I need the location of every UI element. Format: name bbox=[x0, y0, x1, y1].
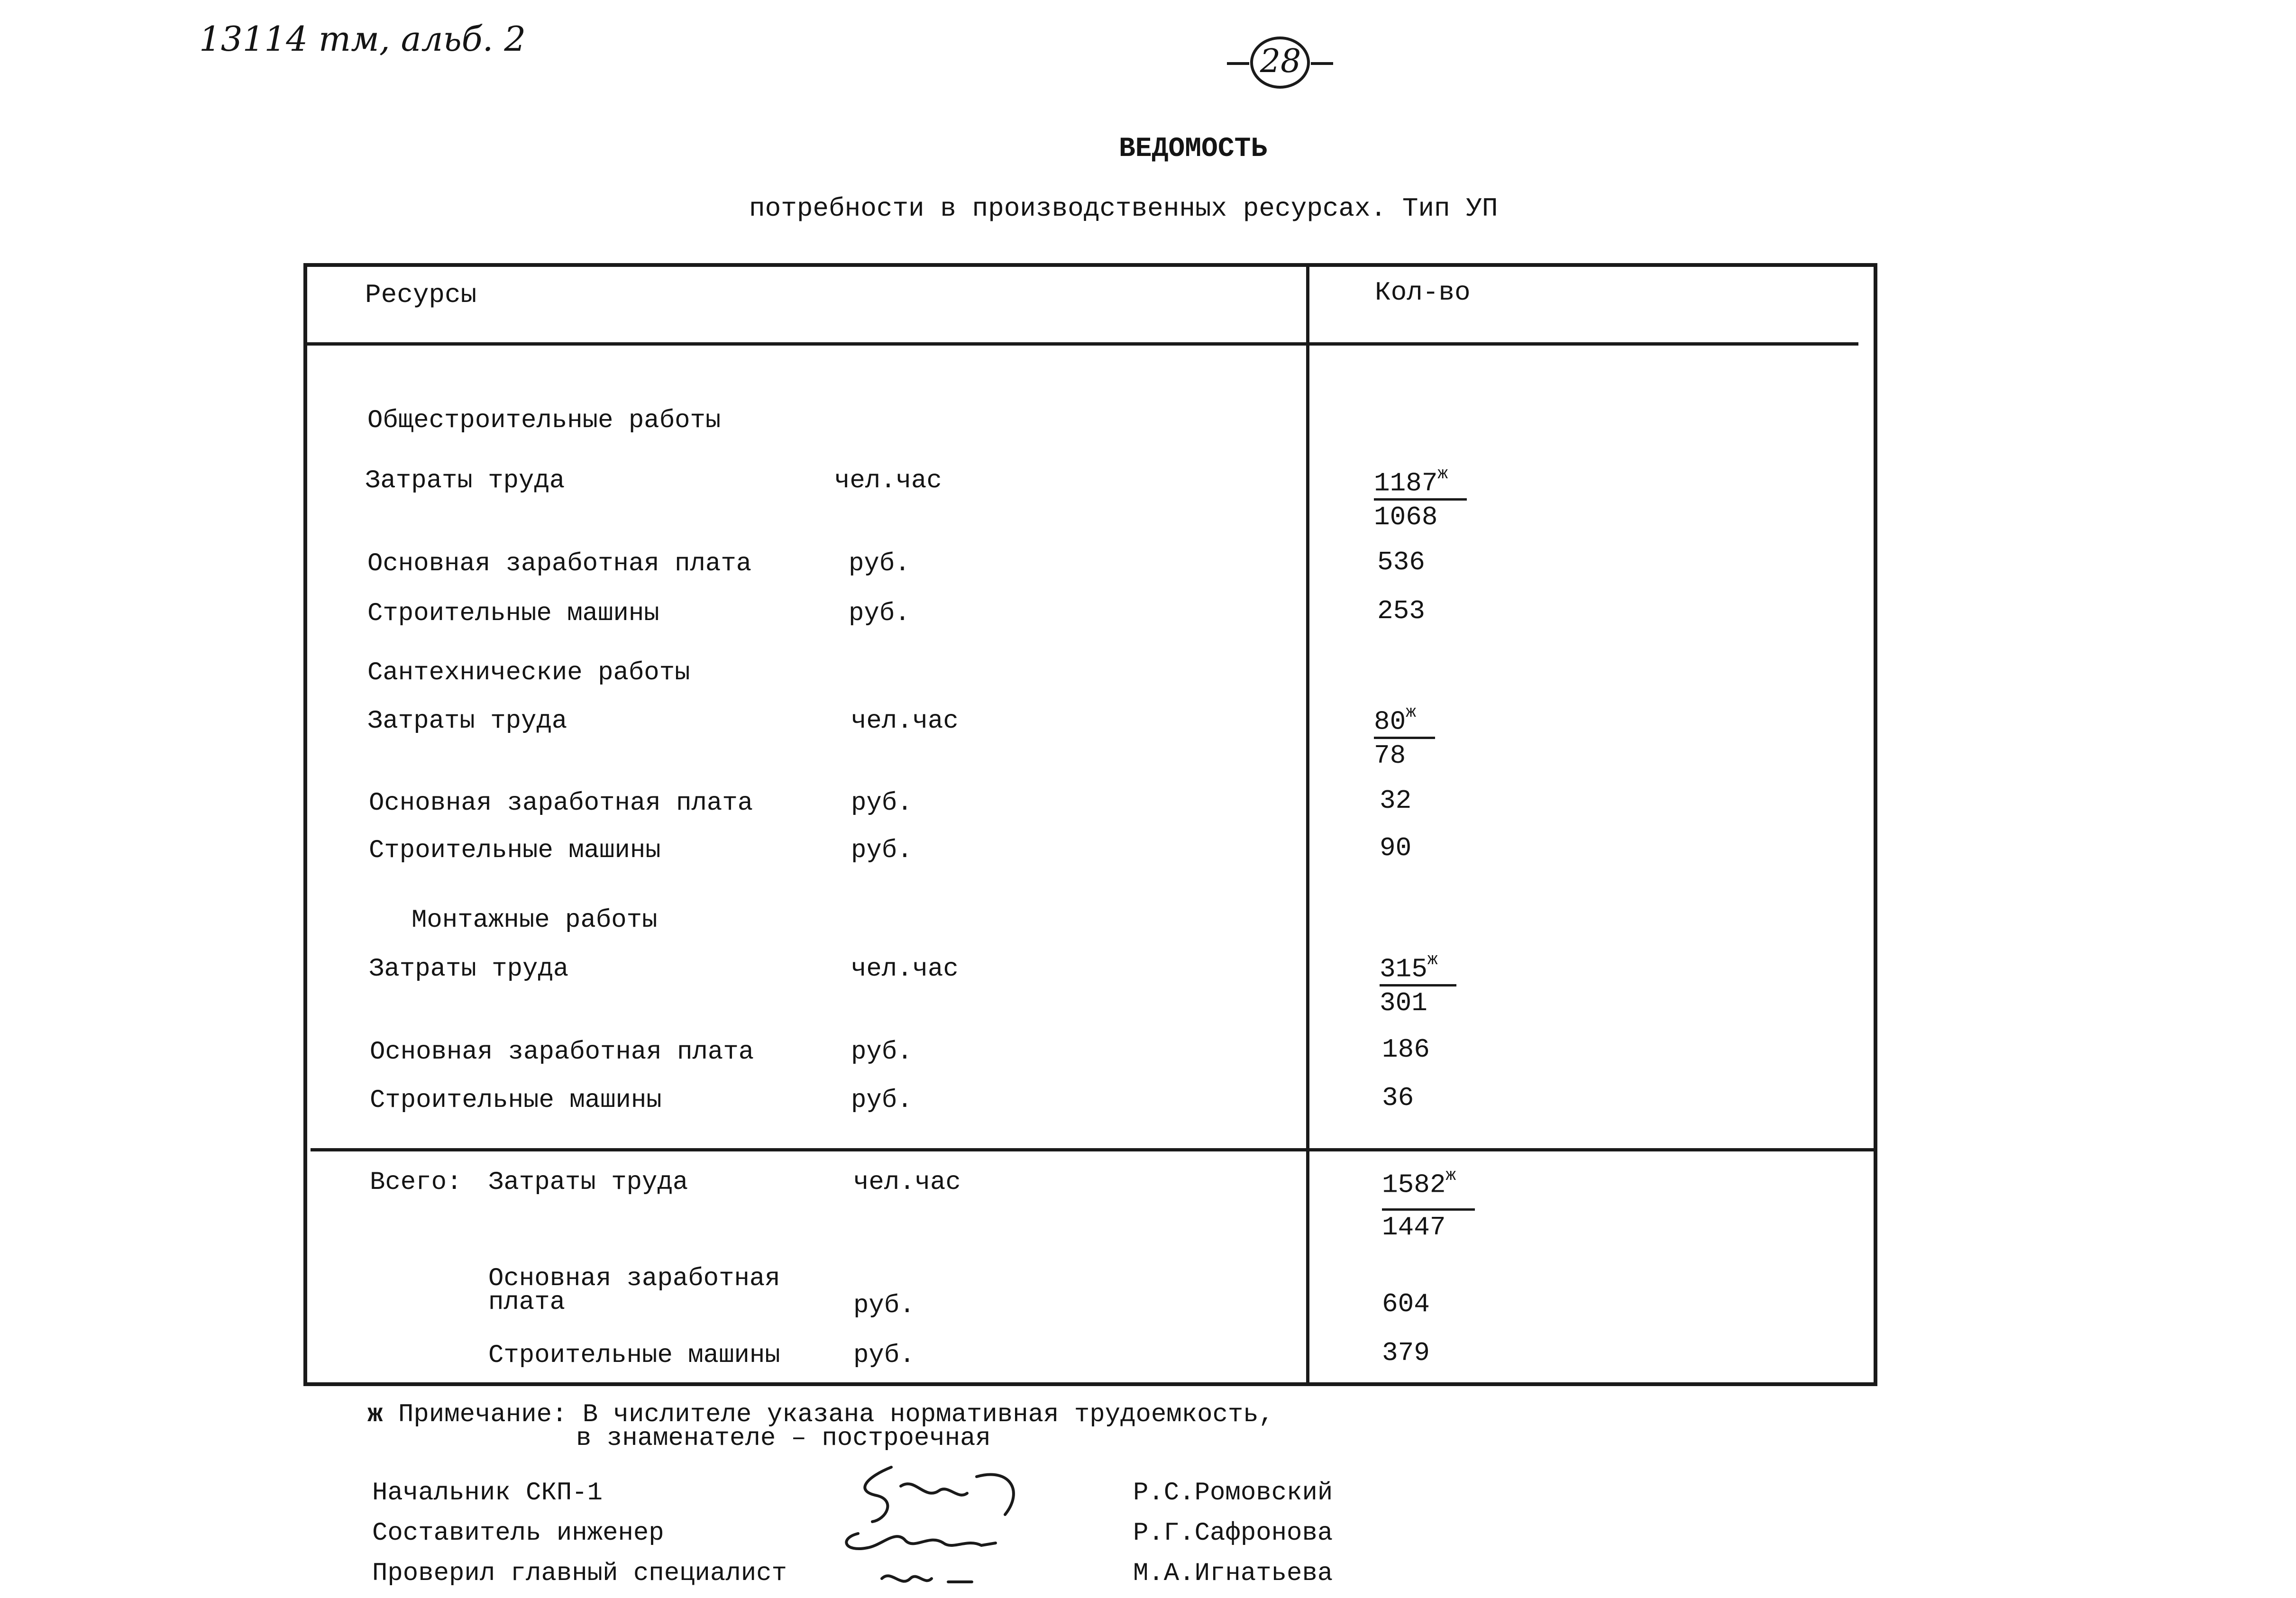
total-labor-label: Затраты труда bbox=[488, 1168, 688, 1197]
row-unit: чел.час bbox=[851, 955, 959, 984]
signatory-name: Р.С.Ромовский bbox=[1133, 1479, 1333, 1507]
quantity-fraction bbox=[1380, 948, 1456, 1018]
total-wage-label-line2: плата bbox=[488, 1288, 566, 1317]
page-number: 28 bbox=[1260, 43, 1301, 80]
row-value: 90 bbox=[1380, 833, 1412, 863]
row-label: Строительные машины bbox=[367, 599, 659, 628]
table-column-divider bbox=[1306, 263, 1309, 1386]
total-machines-label: Строительные машины bbox=[488, 1341, 780, 1370]
quantity-denominator: 78 bbox=[1374, 740, 1406, 771]
quantity-denominator: 1447 bbox=[1382, 1212, 1446, 1242]
section-title: Общестроительные работы bbox=[367, 406, 721, 435]
corner-note: 13114 тм, альб. 2 bbox=[199, 19, 526, 59]
row-unit: чел.час bbox=[851, 707, 959, 736]
row-label: Основная заработная плата bbox=[367, 549, 752, 578]
total-machines-unit: руб. bbox=[853, 1341, 915, 1370]
row-value: 536 bbox=[1377, 547, 1425, 577]
footnote-mark: ж bbox=[1437, 464, 1448, 484]
signatory-name: М.А.Игнатьева bbox=[1133, 1559, 1333, 1588]
signatory-role: Начальник СКП-1 bbox=[372, 1479, 603, 1507]
document-subtitle: потребности в производственных ресурсах. Тип УП bbox=[749, 193, 1498, 224]
footnote-mark: ж bbox=[1406, 703, 1416, 722]
quantity-denominator: 1068 bbox=[1374, 502, 1438, 532]
total-label: Всего: bbox=[370, 1168, 462, 1197]
total-wage-value: 604 bbox=[1382, 1289, 1430, 1319]
page-number-badge bbox=[1223, 34, 1337, 91]
section-title: Монтажные работы bbox=[412, 906, 658, 935]
row-unit: руб. bbox=[851, 1086, 913, 1115]
handwritten-signatures bbox=[825, 1458, 1071, 1595]
document-title: ВЕДОМОСТЬ bbox=[1119, 134, 1268, 164]
table-top-border bbox=[303, 263, 1877, 267]
row-unit: руб. bbox=[851, 836, 913, 865]
table-right-border bbox=[1874, 263, 1877, 1386]
note-line-1: Примечание: В числителе указана нормативная трудоемкость, bbox=[398, 1400, 1274, 1429]
column-header-quantity: Кол-во bbox=[1375, 277, 1471, 308]
note-line-2: в знаменателе – построечная bbox=[576, 1424, 991, 1453]
table-bottom-border bbox=[303, 1382, 1877, 1386]
quantity-numerator: 1187 bbox=[1374, 468, 1438, 499]
note-marker: ж bbox=[367, 1400, 383, 1429]
row-value: 36 bbox=[1382, 1083, 1414, 1113]
row-unit: руб. bbox=[851, 1038, 913, 1067]
row-label: Основная заработная плата bbox=[369, 789, 753, 818]
row-value: 253 bbox=[1377, 596, 1425, 626]
row-label: Строительные машины bbox=[369, 836, 661, 865]
section-title: Сантехнические работы bbox=[367, 658, 690, 687]
row-label: Затраты труда bbox=[365, 466, 565, 495]
signatory-role: Составитель инженер bbox=[372, 1519, 664, 1548]
row-unit: чел.час bbox=[834, 466, 942, 495]
header-separator bbox=[303, 342, 1858, 346]
row-value: 32 bbox=[1380, 785, 1412, 816]
footnote-mark: ж bbox=[1445, 1166, 1456, 1185]
quantity-denominator: 301 bbox=[1380, 987, 1427, 1018]
total-wage-label-line1: Основная заработная bbox=[488, 1264, 780, 1293]
row-unit: руб. bbox=[849, 549, 910, 578]
row-unit: руб. bbox=[849, 599, 910, 628]
row-label: Основная заработная плата bbox=[370, 1038, 754, 1067]
quantity-fraction bbox=[1374, 462, 1467, 532]
total-separator bbox=[311, 1148, 1875, 1151]
row-label: Затраты труда bbox=[367, 707, 567, 736]
row-unit: руб. bbox=[851, 789, 913, 818]
quantity-numerator: 1582 bbox=[1382, 1169, 1446, 1200]
row-value: 186 bbox=[1382, 1034, 1430, 1065]
quantity-fraction bbox=[1374, 701, 1435, 770]
column-header-resources: Ресурсы bbox=[365, 280, 477, 310]
footnote-mark: ж bbox=[1427, 950, 1438, 969]
signatory-role: Проверил главный специалист bbox=[372, 1559, 787, 1588]
total-labor-unit: чел.час bbox=[853, 1168, 961, 1197]
quantity-numerator: 80 bbox=[1374, 706, 1406, 737]
row-label: Строительные машины bbox=[370, 1086, 662, 1115]
signatory-name: Р.Г.Сафронова bbox=[1133, 1519, 1333, 1548]
total-machines-value: 379 bbox=[1382, 1338, 1430, 1368]
row-label: Затраты труда bbox=[369, 955, 569, 984]
quantity-numerator: 315 bbox=[1380, 954, 1427, 985]
total-wage-unit: руб. bbox=[853, 1291, 915, 1320]
total-labor-fraction bbox=[1382, 1164, 1475, 1242]
table-left-border bbox=[303, 263, 307, 1386]
